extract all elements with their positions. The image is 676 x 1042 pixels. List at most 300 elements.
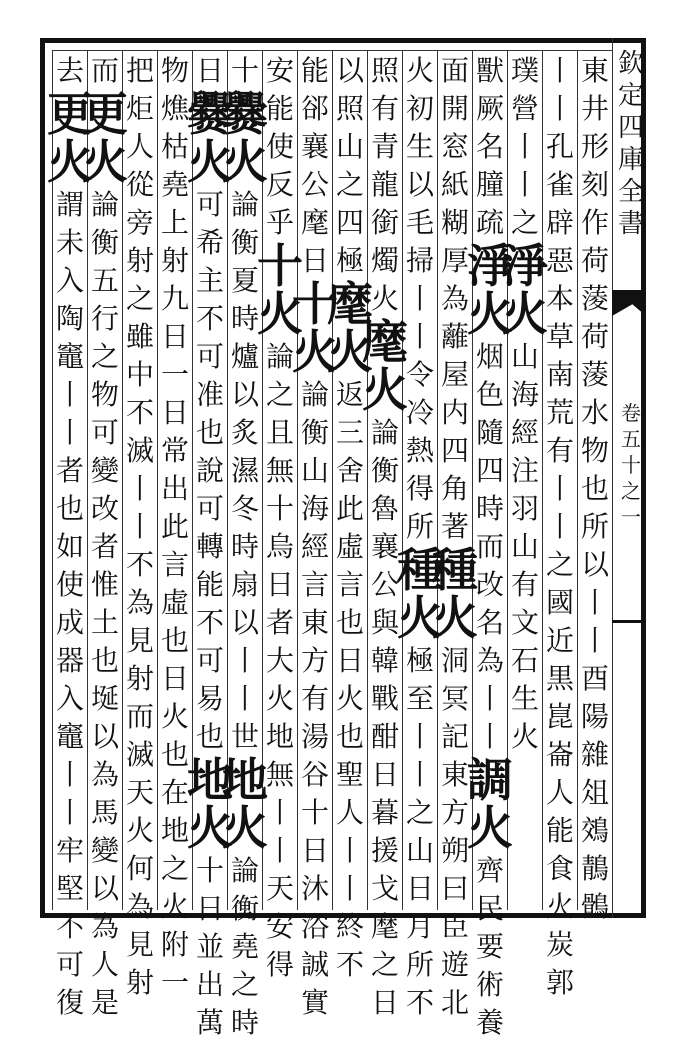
- entry-text-char: 何: [125, 852, 154, 885]
- entry-text-char: 改: [475, 568, 504, 601]
- entry-text-char: 使: [265, 130, 294, 163]
- entry-text-char: 舍: [335, 454, 364, 487]
- entry-text-char: 雖: [125, 320, 154, 353]
- entry-text-char: 營: [510, 92, 539, 125]
- entry-text-char: 荷: [580, 320, 609, 353]
- entry-text-char: 名: [475, 130, 504, 163]
- entry-text-char: 援: [370, 834, 399, 867]
- entry-text-char: 射: [125, 662, 154, 695]
- entry-text-char: 陶: [55, 302, 84, 335]
- entry-text-char: 論: [230, 188, 259, 221]
- entry-text-char: 不: [125, 548, 154, 581]
- entry-text-char: 虛: [335, 530, 364, 563]
- entry-text-char: 俎: [580, 776, 609, 809]
- entry-text-char: 隨: [475, 416, 504, 449]
- entry-text-char: 地: [265, 720, 294, 753]
- entry-heading-char: 火: [82, 135, 128, 189]
- entry-text-char: 山: [510, 530, 539, 563]
- entry-text-char: 龍: [370, 168, 399, 201]
- entry-text-char: 火: [265, 682, 294, 715]
- entry-text-char: 安: [265, 54, 294, 87]
- entry-text-char: 虛: [160, 586, 189, 619]
- entry-text-char: 而: [475, 530, 504, 563]
- margin-book-title-char: 欽: [618, 49, 645, 79]
- entry-heading-char: 地: [187, 753, 233, 807]
- entry-text-char: 主: [195, 264, 224, 297]
- entry-text: [266, 52, 294, 242]
- entry-heading-char: 火: [467, 801, 513, 855]
- entry-text-char: 去: [55, 54, 84, 87]
- entry-text-char: 日: [300, 834, 329, 867]
- entry-text-char: 注: [510, 454, 539, 487]
- entry-text: [371, 52, 399, 318]
- entry-text: [161, 52, 189, 1002]
- entry-text-char: 要: [475, 930, 504, 963]
- margin-book-title-char: 四: [618, 113, 645, 143]
- entry-text-char: 實: [300, 986, 329, 1019]
- entry-text-char: 谷: [300, 758, 329, 791]
- entry-text-char: 言: [335, 568, 364, 601]
- entry-text-char: 丨: [125, 510, 154, 543]
- entry-heading-char: 火: [187, 801, 233, 855]
- entry-text-char: 丨: [475, 682, 504, 715]
- entry-text-char: 此: [335, 492, 364, 525]
- entry-text-char: 炭: [545, 928, 574, 961]
- entry-text-char: 返: [335, 378, 364, 411]
- entry-text-char: 丨: [580, 586, 609, 619]
- entry-text-char: 丨: [265, 834, 294, 867]
- entry-text-char: 之: [265, 378, 294, 411]
- entry-text-char: 人: [90, 948, 119, 981]
- entry-text-char: 日: [265, 568, 294, 601]
- entry-text-char: 紙: [440, 168, 469, 201]
- entry-text-char: 九: [160, 282, 189, 315]
- entry-text-char: 丨: [335, 834, 364, 867]
- entry-text: [441, 52, 469, 546]
- entry-text-char: 衡: [230, 892, 259, 925]
- entry-text-char: 四: [440, 434, 469, 467]
- entry-text: [231, 852, 259, 1042]
- entry-text-char: 能: [265, 92, 294, 125]
- entry-text: [56, 52, 84, 90]
- entry-text-char: 終: [335, 910, 364, 943]
- entry-text-char: 之: [405, 796, 434, 829]
- entry-text-char: 五: [90, 264, 119, 297]
- entry-text-char: 火: [125, 814, 154, 847]
- entry-text-char: 水: [580, 396, 609, 429]
- entry-text-char: 一: [160, 966, 189, 999]
- entry-text-char: 物: [580, 434, 609, 467]
- entry-text-char: 海: [300, 492, 329, 525]
- entry-text-char: 上: [160, 206, 189, 239]
- entry-text-char: 酣: [370, 720, 399, 753]
- entry-text-char: 之: [545, 548, 574, 581]
- entry-text-char: 十: [265, 492, 294, 525]
- entry-text-char: 有: [370, 92, 399, 125]
- entry-text-char: 烏: [265, 530, 294, 563]
- entry-text-char: 南: [545, 358, 574, 391]
- entry-text: [56, 186, 84, 1022]
- entry-text-char: 之: [90, 340, 119, 373]
- entry-text-char: 誠: [300, 948, 329, 981]
- entry-text-char: 此: [160, 510, 189, 543]
- entry-text-char: 丨: [55, 416, 84, 449]
- entry-text-char: 聖: [335, 758, 364, 791]
- entry-text-char: 山: [335, 130, 364, 163]
- entry-text-char: 丨: [510, 168, 539, 201]
- entry-text-char: 人: [125, 130, 154, 163]
- entry-text-char: 烟: [475, 340, 504, 373]
- entry-heading-char: 爨: [187, 87, 233, 141]
- entry-text-char: 戰: [370, 682, 399, 715]
- entry-text-char: 本: [545, 282, 574, 315]
- entry-text-char: 丨: [335, 872, 364, 905]
- entry-text: [126, 52, 154, 1002]
- entry-text-char: 海: [510, 378, 539, 411]
- entry-text: [196, 186, 224, 756]
- entry-text-char: 能: [545, 814, 574, 847]
- entry-text-char: 炬: [125, 92, 154, 125]
- entry-text-char: 火: [405, 54, 434, 87]
- entry-text-char: 十: [195, 854, 224, 887]
- entry-text: [511, 52, 539, 242]
- entry-text-char: 物: [90, 378, 119, 411]
- entry-heading-char: 更: [82, 87, 128, 141]
- entry-heading-char: 十: [257, 239, 303, 293]
- entry-text-char: 為: [90, 910, 119, 943]
- entry-text-char: 論: [90, 188, 119, 221]
- entry-text-char: 東: [440, 758, 469, 791]
- entry-heading-char: 火: [222, 801, 268, 855]
- entry-text-char: 枯: [160, 130, 189, 163]
- entry-heading-char: 火: [187, 135, 233, 189]
- entry-heading-char: 火: [327, 325, 373, 379]
- entry-text-char: 不: [335, 948, 364, 981]
- entry-text-char: 丨: [55, 758, 84, 791]
- entry-text-char: 一: [160, 358, 189, 391]
- entry-text-char: 可: [195, 492, 224, 525]
- entry-text-char: 為: [440, 282, 469, 315]
- entry-text-char: 麾: [370, 910, 399, 943]
- entry-text-char: 三: [335, 416, 364, 449]
- entry-text-char: 丨: [510, 130, 539, 163]
- entry-text-char: 也: [580, 472, 609, 505]
- entry-text-char: 見: [125, 928, 154, 961]
- entry-text-char: 在: [160, 776, 189, 809]
- entry-text-char: 開: [440, 92, 469, 125]
- entry-text-char: 旁: [125, 206, 154, 239]
- entry-text-char: 堅: [55, 872, 84, 905]
- entry-heading-char: 十: [292, 277, 338, 331]
- entry-text-char: 論: [265, 340, 294, 373]
- entry-text-char: 之: [125, 282, 154, 315]
- margin-volume-label-char: 之: [621, 479, 641, 503]
- entry-text-char: 獸: [475, 54, 504, 87]
- entry-text-char: 時: [230, 530, 259, 563]
- entry-text-char: 羽: [510, 492, 539, 525]
- entry-text: [406, 52, 434, 546]
- entry-heading-char: 火: [467, 287, 513, 341]
- entry-text-char: 無: [265, 758, 294, 791]
- entry-text-char: 所: [580, 510, 609, 543]
- entry-text: [441, 642, 469, 1022]
- entry-text-char: 以: [90, 872, 119, 905]
- entry-text-char: 且: [265, 416, 294, 449]
- entry-text-char: 射: [125, 966, 154, 999]
- entry-text-char: 燭: [370, 244, 399, 277]
- entry-text-char: 土: [90, 606, 119, 639]
- entry-text: [91, 52, 119, 90]
- entry-text-char: 以: [335, 54, 364, 87]
- entry-text-char: 蔆: [580, 358, 609, 391]
- entry-text-char: 堯: [230, 930, 259, 963]
- entry-text-char: 記: [440, 720, 469, 753]
- entry-text-char: 陽: [580, 700, 609, 733]
- entry-text-char: 器: [55, 644, 84, 677]
- entry-heading-char: 火: [397, 591, 443, 645]
- entry-text-char: 公: [300, 168, 329, 201]
- entry-text-char: 日: [335, 644, 364, 677]
- entry-text: [266, 338, 294, 984]
- entry-text-char: 鵁: [580, 814, 609, 847]
- entry-text-char: 郭: [545, 966, 574, 999]
- entry-text-char: 日: [300, 244, 329, 277]
- entry-heading-char: 麾: [327, 277, 373, 331]
- entry-text-char: 糊: [440, 206, 469, 239]
- entry-text-char: 者: [265, 606, 294, 639]
- entry-text-char: 使: [55, 568, 84, 601]
- entry-text-char: 初: [405, 92, 434, 125]
- entry-text-char: 屋: [440, 358, 469, 391]
- entry-text-char: 山: [510, 340, 539, 373]
- entry-text-char: 毛: [405, 206, 434, 239]
- entry-text-char: 也: [160, 738, 189, 771]
- entry-text-char: 沐: [300, 872, 329, 905]
- margin-book-title-char: 全: [618, 177, 645, 207]
- entry-text-char: 丨: [545, 510, 574, 543]
- entry-text-char: 變: [90, 834, 119, 867]
- entry-text-char: 冬: [230, 492, 259, 525]
- entry-text-char: 人: [545, 776, 574, 809]
- entry-text-char: 附: [160, 928, 189, 961]
- entry-text-char: 朣: [475, 168, 504, 201]
- entry-text-char: 變: [90, 454, 119, 487]
- entry-text-char: 時: [230, 1006, 259, 1039]
- entry-text-char: 生: [510, 682, 539, 715]
- entry-text-char: 以: [230, 378, 259, 411]
- entry-text-char: 而: [90, 54, 119, 87]
- entry-text-char: 公: [370, 568, 399, 601]
- margin-rule: [612, 620, 646, 623]
- entry-text-char: 能: [300, 54, 329, 87]
- entry-text-char: 荷: [580, 244, 609, 277]
- entry-text-char: 者: [90, 530, 119, 563]
- entry-text-char: 銜: [370, 206, 399, 239]
- entry-text-char: 不: [125, 396, 154, 429]
- entry-heading: [47, 87, 93, 189]
- entry-heading-char: 火: [292, 325, 338, 379]
- entry-text-char: 山: [405, 834, 434, 867]
- entry-text-char: 臣: [440, 910, 469, 943]
- entry-text-char: 暮: [370, 796, 399, 829]
- entry-text-char: 論: [230, 854, 259, 887]
- entry-text-char: 以: [90, 720, 119, 753]
- entry-text-char: 東: [580, 54, 609, 87]
- margin-book-title: [618, 48, 644, 240]
- entry-text-char: 反: [265, 168, 294, 201]
- entry-text-char: 也: [90, 644, 119, 677]
- entry-text-char: 並: [195, 930, 224, 963]
- entry-text-char: 日: [160, 320, 189, 353]
- entry-text-char: 文: [510, 606, 539, 639]
- entry-text-char: 雜: [580, 738, 609, 771]
- entry-text-char: 竈: [55, 340, 84, 373]
- entry-heading-char: 麾: [362, 315, 408, 369]
- entry-text-char: 厥: [475, 92, 504, 125]
- entry-text-char: 衡: [230, 226, 259, 259]
- entry-text-char: 襄: [370, 530, 399, 563]
- entry-text-char: 熱: [405, 434, 434, 467]
- entry-heading-char: 更: [47, 87, 93, 141]
- entry-text-char: 内: [440, 396, 469, 429]
- entry-heading-char: 火: [257, 287, 303, 341]
- entry-text: [301, 376, 329, 1022]
- entry-text-char: 丨: [230, 682, 259, 715]
- entry-text-char: 把: [125, 54, 154, 87]
- entry-text-char: 為: [475, 644, 504, 677]
- entry-text-char: 草: [545, 320, 574, 353]
- entry-text: [371, 414, 399, 1022]
- entry-text-char: 人: [335, 796, 364, 829]
- entry-text-char: 滅: [125, 738, 154, 771]
- entry-text-char: 極: [405, 644, 434, 677]
- entry-text-char: 丨: [545, 472, 574, 505]
- entry-text-char: 所: [405, 510, 434, 543]
- entry-text-char: 是: [90, 986, 119, 1019]
- entry-text-char: 酉: [580, 662, 609, 695]
- entry-text-char: 世: [230, 720, 259, 753]
- entry-text-char: 東: [300, 606, 329, 639]
- entry-text-char: 火: [545, 890, 574, 923]
- entry-text-char: 之: [335, 168, 364, 201]
- entry-heading-char: 淨: [502, 239, 548, 293]
- entry-text: [91, 186, 119, 1022]
- entry-text-char: 火: [160, 700, 189, 733]
- entry-text-char: 可: [90, 416, 119, 449]
- entry-heading-char: 火: [502, 287, 548, 341]
- entry-text-char: 以: [580, 548, 609, 581]
- entry-heading-char: 種: [432, 543, 478, 597]
- entry-text-char: 射: [125, 244, 154, 277]
- entry-text-char: 准: [195, 378, 224, 411]
- entry-text-char: 火: [370, 282, 399, 315]
- entry-text-char: 襄: [300, 130, 329, 163]
- entry-text-char: 無: [265, 454, 294, 487]
- entry-text-char: 夏: [230, 264, 259, 297]
- entry-text-char: 得: [265, 948, 294, 981]
- entry-text-char: 經: [300, 530, 329, 563]
- entry-text-char: 見: [125, 624, 154, 657]
- entry-text-char: 之: [160, 852, 189, 885]
- entry-text-char: 地: [160, 814, 189, 847]
- entry-text-char: 天: [265, 872, 294, 905]
- entry-text-char: 角: [440, 472, 469, 505]
- entry-heading-char: 淨: [467, 239, 513, 293]
- entry-text-char: 成: [55, 606, 84, 639]
- entry-text-char: 有: [510, 568, 539, 601]
- entry-text-char: 有: [300, 682, 329, 715]
- entry-text-char: 辟: [545, 206, 574, 239]
- entry-text-char: 不: [195, 302, 224, 335]
- entry-text-char: 與: [370, 606, 399, 639]
- entry-text-char: 掃: [405, 244, 434, 277]
- margin-volume-label-char: 五: [621, 427, 641, 451]
- entry-text-char: 丨: [475, 720, 504, 753]
- entry-text-char: 衡: [300, 416, 329, 449]
- entry-text-char: 山: [300, 454, 329, 487]
- entry-text-char: 入: [55, 682, 84, 715]
- entry-text-char: 崑: [545, 700, 574, 733]
- entry-text-char: 井: [580, 92, 609, 125]
- entry-heading-char: 火: [432, 591, 478, 645]
- entry-text-char: 不: [195, 606, 224, 639]
- entry-text-char: 所: [405, 948, 434, 981]
- entry-text-char: 黒: [545, 662, 574, 695]
- entry-text-char: 安: [265, 910, 294, 943]
- entry-text-char: 可: [195, 644, 224, 677]
- entry-text-char: 北: [440, 986, 469, 1019]
- entry-text-char: 韓: [370, 644, 399, 677]
- entry-text-char: 魯: [370, 492, 399, 525]
- entry-text-char: 近: [545, 624, 574, 657]
- entry-text-char: 四: [335, 206, 364, 239]
- entry-text-char: 丨: [405, 282, 434, 315]
- entry-text: [336, 376, 364, 984]
- entry-text-char: 荒: [545, 396, 574, 429]
- entry-text-char: 日: [195, 892, 224, 925]
- entry-text-char: 璞: [510, 54, 539, 87]
- entry-text-char: 堯: [160, 168, 189, 201]
- entry-text-char: 丨: [55, 378, 84, 411]
- entry-text-char: 鶄: [580, 852, 609, 885]
- entry-text: [196, 52, 224, 90]
- entry-text-char: 丨: [405, 320, 434, 353]
- entry-text-char: 蘺: [440, 320, 469, 353]
- entry-text-char: 扇: [230, 568, 259, 601]
- entry-text-char: 面: [440, 54, 469, 87]
- entry-text: [476, 852, 504, 1042]
- entry-text-char: 者: [55, 454, 84, 487]
- entry-text-char: 可: [55, 948, 84, 981]
- entry-text-char: 濕: [230, 454, 259, 487]
- entry-text-char: 埏: [90, 682, 119, 715]
- entry-text-char: 青: [370, 130, 399, 163]
- entry-text-char: 朔: [440, 834, 469, 867]
- entry-text-char: 出: [160, 472, 189, 505]
- entry-text-char: 中: [125, 358, 154, 391]
- entry-text-char: 作: [580, 206, 609, 239]
- entry-text-char: 丨: [55, 796, 84, 829]
- entry-text-char: 洞: [440, 644, 469, 677]
- entry-text-char: 而: [125, 700, 154, 733]
- entry-text-char: 月: [405, 910, 434, 943]
- entry-text-char: 極: [335, 244, 364, 277]
- entry-text-char: 滅: [125, 434, 154, 467]
- entry-text-char: 時: [475, 492, 504, 525]
- entry-text-char: 形: [580, 130, 609, 163]
- entry-text-char: 丨: [230, 644, 259, 677]
- entry-text-char: 疏: [475, 206, 504, 239]
